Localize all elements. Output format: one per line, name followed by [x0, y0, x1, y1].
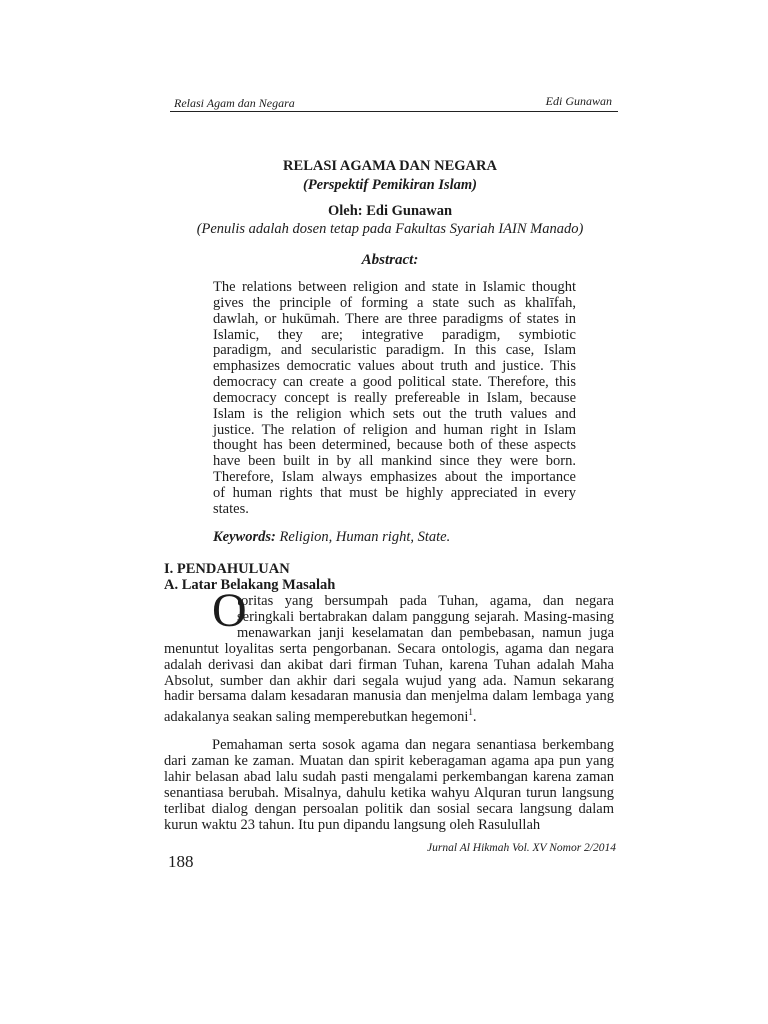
abstract-heading: Abstract:	[361, 252, 419, 268]
paragraph-2-line: Pemahaman serta sosok agama dan negara senantiasa berkembang	[212, 737, 614, 753]
abstract-line: Islamic, they are; integrative paradigm, symbiotic	[213, 326, 576, 343]
journal-footer: Jurnal Al Hikmah Vol. XV Nomor 2/2014	[427, 842, 617, 854]
paragraph-1-line: toritas yang bersumpah pada Tuhan, agama, dan negara	[237, 593, 614, 609]
subtitle-text: (Perspektif Pemikiran Islam)	[303, 177, 477, 193]
abstract-line: emphasizes democratic values about truth and justice. This	[213, 358, 576, 375]
affiliation-text: (Penulis adalah dosen tetap pada Fakultas Syariah IAIN Manado)	[196, 221, 584, 237]
paragraph-1-line: seringkali bertabrakan dalam panggung sejarah. Masing-masing	[237, 608, 614, 625]
article-subtitle	[160, 176, 620, 195]
running-head-left: Relasi Agam dan Negara	[174, 96, 295, 110]
keywords-line	[213, 529, 450, 546]
running-head-right: Edi Gunawan	[545, 94, 612, 108]
paragraph-1-line: adakalanya seakan saling memperebutkan hegemoni$^1$.	[164, 707, 477, 726]
abstract-line: The relations between religion and state in Islamic thought	[213, 279, 576, 295]
paragraph-2-line: dari zaman ke zaman. Muatan dan spirit keberagaman agama apa pun yang	[164, 752, 614, 769]
abstract-line: Islam is the religion which sets out the truth values and	[213, 405, 576, 422]
abstract-line: thought has been determined, because both of these aspects	[213, 437, 576, 454]
section-heading: I. PENDAHULUAN	[164, 561, 290, 577]
abstract-line: justice. The relation of religion and human right in Islam	[213, 421, 576, 438]
paragraph-1-line: hadir bersama dalam kesadaran manusia dan menjelma dalam lembaga yang	[164, 688, 614, 705]
abstract-body	[213, 280, 576, 518]
author-affiliation	[160, 220, 620, 239]
abstract-line: have been built in by all mankind since they were born.	[213, 453, 576, 470]
paragraph-1	[164, 594, 614, 726]
paragraph-2-line: terlibat dialog dengan persoalan politik dan sosial secara langsung dalam	[164, 800, 614, 817]
drop-cap: O	[212, 584, 247, 637]
keywords-label: Keywords:	[213, 529, 276, 545]
abstract-line: of human rights that must be highly appreciated in every	[213, 484, 576, 501]
abstract-line: dawlah, or hukūmah. There are three paradigms of states in	[213, 310, 576, 327]
abstract-line: gives the principle of forming a state such as khalīfah,	[213, 294, 576, 311]
author-line: Oleh: Edi Gunawan	[327, 203, 453, 219]
paragraph-1-line: menuntut loyalitas serta pengorbanan. Secara ontologis, agama dan negara	[164, 640, 614, 657]
paragraph-1-line: adalah derivasi dan akibat dari firman Tuhan, karena Tuhan adalah Maha	[164, 656, 614, 673]
paragraph-2-line: lahir belasan abad lalu sudah pasti mengalami perkembangan karena zaman	[164, 768, 614, 785]
paragraph-1-line: Absolut, sumber dan akhir dari segala wujud yang ada. Namun sekarang	[164, 672, 614, 689]
header-rule	[170, 111, 618, 112]
footnote-reference[interactable]: 1	[468, 707, 473, 718]
paragraph-1-line: menawarkan janji keselamatan dan pembebasan, namun juga	[237, 624, 614, 641]
page-number: 188	[168, 852, 194, 871]
paragraph-2-line: senantiasa berubah. Misalnya, dahulu ketika wahyu Alquran turun langsung	[164, 784, 614, 801]
abstract-line: democracy concept is really prefereable in Islam, because	[213, 389, 576, 406]
article-title: RELASI AGAMA DAN NEGARA	[283, 158, 497, 174]
abstract-line: paradigm, and secularistic paradigm. In this case, Islam	[213, 342, 576, 359]
abstract-line: states.	[213, 500, 249, 517]
abstract-line: Therefore, Islam always emphasizes about the importance	[213, 469, 576, 486]
keywords-text: Religion, Human right, State.	[275, 529, 451, 545]
paragraph-2	[164, 738, 614, 833]
subsection-heading: A. Latar Belakang Masalah	[164, 577, 336, 593]
abstract-line: democracy can create a good political state. Therefore, this	[213, 374, 576, 391]
paragraph-2-line: kurun waktu 23 tahun. Itu pun dipandu langsung oleh Rasulullah	[164, 816, 541, 833]
